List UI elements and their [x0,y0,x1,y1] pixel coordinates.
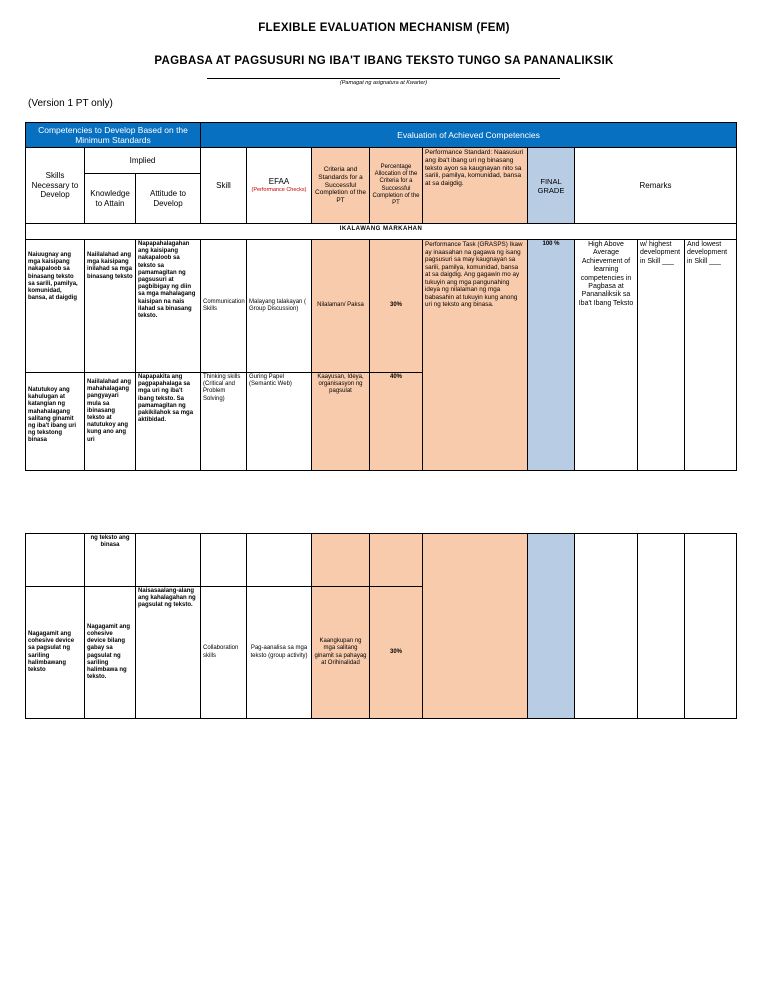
percentage-cell: 30% [370,240,423,373]
skills-necessary-cell: Natutukoy ang kahulugan at katangian ng mahahalagang salitang ginamit ng iba't ibang uri ng tekstong binasa [26,373,85,471]
criteria-cell: Kaayusan, Ideya, organisasyon ng pagsulat [312,373,370,471]
efaa-sub-label: (Performance Checks) [251,187,307,193]
skills-necessary-cell [26,534,85,587]
fem-table-continued [25,533,737,719]
knowledge-cell: Naiilalahad ang mahahalagang pangyayari mula sa ibinasang teksto at natutukoy ang kung ano ang uri [85,373,136,471]
attitude-cell [136,534,201,587]
fem-table [25,122,737,471]
skills-necessary-cell: Naiuugnay ang mga kaisipang nakapaloob sa binasang teksto sa sarili, pamilya, komunidad, bansa, at daigdig [26,240,85,373]
percentage-header: Percentage Allocation of the Criteria for a Successful Completion of the PT [370,148,423,224]
performance-standard-header: Performance Standard: Naasusuri ang iba't ibang uri ng binasang teksto ayon sa kaugnayan nito sa sarili, pamilya, komunidad, bansa at sa daigdig. [423,148,528,224]
version-note: (Version 1 PT only) [28,98,113,109]
attitude-cell: Napapahalagahan ang kaisipang nakapaloob sa teksto sa pamamagitan ng pagsusuri at pagbibigay ng diin sa mga mahalagang kaisipan na nais ilahad sa binasang teksto. [136,240,201,373]
efaa-cell: Malayang talakayan ( Group Discussion) [247,240,312,373]
efaa-cell [247,534,312,587]
signature-caption: (Pamagat ng asignatura at Kwarter) [339,80,428,86]
skill-cell: Thinking skills (Critical and Problem Solving) [201,373,247,471]
remark-highest-cell: w/ highest development in Skill ___ [638,240,685,471]
attitude-cell: Naisasaalang-alang ang kahalagahan ng pagsulat ng teksto. [136,587,201,719]
knowledge-header: Knowledge to Attain [85,174,136,224]
remark-achievement-cell: High Above Average Achievement of learning competencies in Pagbasa at Pananaliksik sa Iba't Ibang Teksto [575,240,638,471]
skill-cell: Collaboration skills [201,587,247,719]
final-grade-cell: 100 % [528,240,575,471]
criteria-cell [312,534,370,587]
skill-cell [201,534,247,587]
document-title: FLEXIBLE EVALUATION MECHANISM (FEM) [258,22,510,34]
remark-lowest-cell [685,534,737,719]
efaa-cell: Pag-aanalisa sa mga teksto (group activity) [247,587,312,719]
criteria-cell: Nilalaman/ Paksa [312,240,370,373]
knowledge-cont-cell: ng teksto ang binasa [85,534,136,587]
competencies-group-header: Competencies to Develop Based on the Minimum Standards [26,123,201,148]
skills-necessary-header: Skills Necessary to Develop [26,148,85,224]
final-grade-cell [528,534,575,719]
signature-line [207,78,560,79]
criteria-header: Criteria and Standards for a Successful Completion of the PT [312,148,370,224]
final-grade-header: FINAL GRADE [528,148,575,224]
implied-header: Implied [85,148,201,174]
efaa-label: EFAA [268,177,290,187]
performance-task-cell [423,534,528,719]
remark-highest-cell [638,534,685,719]
skill-cell: Communication Skills [201,240,247,373]
evaluation-group-header: Evaluation of Achieved Competencies [201,123,737,148]
remarks-header: Remarks [575,148,737,224]
efaa-cell: Guring Papel (Semantic Web) [247,373,312,471]
skill-header: Skill [201,148,247,224]
knowledge-cell: Naiilalahad ang mga kaisipang inilahad sa mga binasang teksto [85,240,136,373]
remark-lowest-cell: And lowest development in Skill ___ [685,240,737,471]
percentage-cell: 30% [370,587,423,719]
remark-achievement-cell [575,534,638,719]
attitude-header: Attitude to Develop [136,174,201,224]
criteria-cell: Kaangkupan ng mga salitang ginamit sa pahayag at Orihinalidad [312,587,370,719]
percentage-cell: 40% [370,373,423,471]
knowledge-cell: Nagagamit ang cohesive device bilang gabay sa pagsulat ng sariling halimbawa ng teksto. [85,587,136,719]
efaa-header [247,148,312,224]
document-subtitle: PAGBASA AT PAGSUSURI NG IBA'T IBANG TEKSTO TUNGO SA PANANALIKSIK [154,55,614,67]
percentage-cell [370,534,423,587]
performance-task-cell: Performance Task (GRASPS) Ikaw ay inaasahan na gagawa ng isang pagsusuri sa may kaugnayan sa sarili, pamilya, komunidad, bansa at sa daigdig. Ang gagawin mo ay tukuyin ang mga pangunahing ideya ng nilalaman ng mga babasahin at tukuyin kung anong uri ng teksto ang binasa. [423,240,528,471]
attitude-cell: Napapakita ang pagpapahalaga sa mga uri ng iba't ibang teksto. Sa pamamagitan ng pakikilahok sa mga aktibidad. [136,373,201,471]
skills-necessary-cell: Nagagamit ang cohesive device sa pagsulat ng sariling halimbawang teksto [26,587,85,719]
quarter-label: IKALAWANG MARKAHAN [26,224,737,240]
